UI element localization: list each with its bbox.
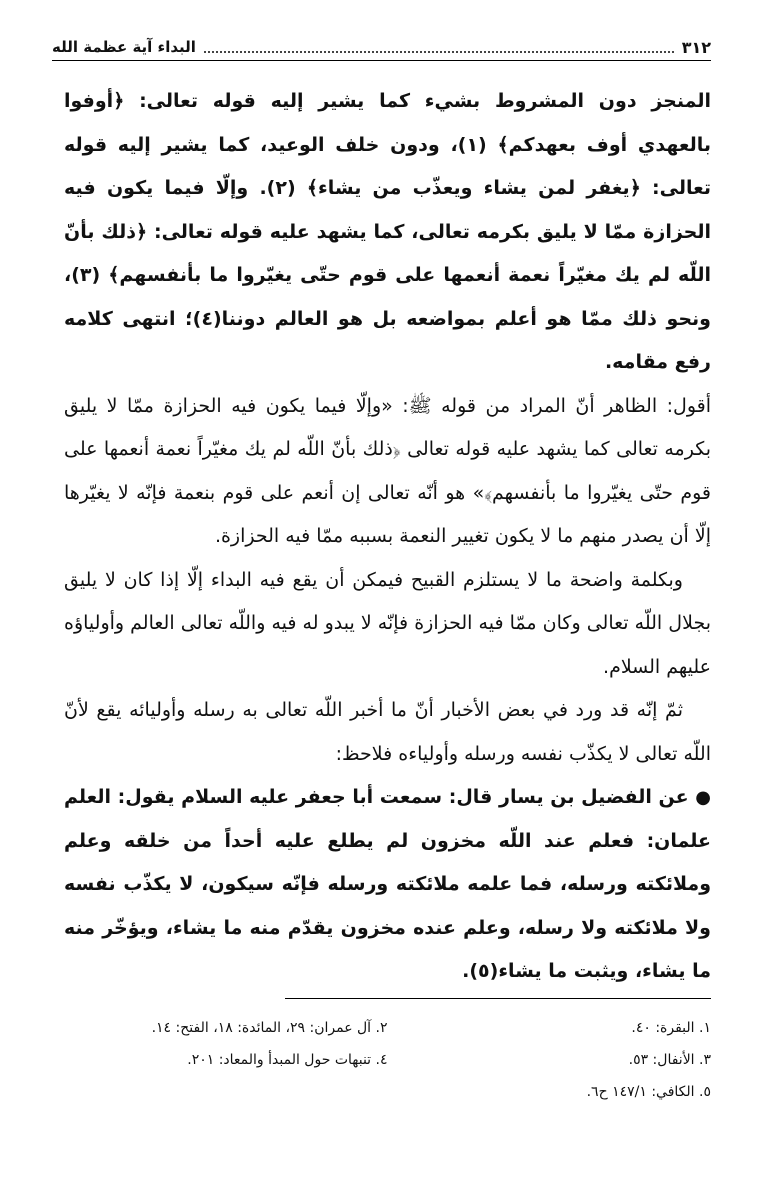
paragraph-text: ثمّ إنّه قد ورد في بعض الأخبار أنّ ما أخبر اللّه تعالى به رسله وأوليائه يقع لأنّ اللّه تعالى لا يكذّب نفسه ورسله وأولياءه فلاحظ:	[64, 699, 711, 765]
body-text	[64, 80, 711, 994]
paragraph-commentary	[64, 385, 711, 559]
footnote-5: ٥. الكافي: ١٤٧/١ ح٦.	[586, 1084, 711, 1100]
paragraph-narrations-intro	[64, 689, 711, 776]
footnote-separator	[285, 998, 711, 999]
paragraph-text: عن الفضيل بن يسار قال: سمعت أبا جعفر عليه السلام يقول: العلم علمان: فعلم عند اللّه مخزون لم يطلع عليه أحداً من خلقه وعلم وملائكته ورسله، فما علمه ملائكته ورسله فإنّه سيكون، لا يكذّب نفسه ولا ملائكته ولا رسله، وعلم عنده مخزون يقدّم منه ما يشاء، ويؤخّر منه ما يشاء، ويثبت ما يشاء(٥).	[64, 786, 711, 982]
page-number: ٣١٢	[681, 37, 711, 57]
footnote-2: ٢. آل عمران: ٢٩، المائدة: ١٨، الفتح: ١٤.	[151, 1020, 388, 1036]
page-header	[52, 34, 711, 61]
bullet-icon: ●	[695, 787, 711, 808]
paragraph-text: وبكلمة واضحة ما لا يستلزم القبيح فيمكن أن يقع فيه البداء إلّا إذا كان لا يليق بجلال اللّه تعالى وكان ممّا فيه الحزازة فإنّه لا يبدو له فيه واللّه تعالى العالم وأولياؤه عليهم السلام.	[64, 568, 711, 678]
paragraph-text: المنجز دون المشروط بشيء كما يشير إليه قوله تعالى: ﴿أوفوا بالعهدي أوف بعهدكم﴾ (١)، ودون خلف الوعيد، كما يشير إليه قوله تعالى: ﴿يغفر لمن يشاء ويعذّب من يشاء﴾ (٢). وإلّا فيما يكون فيه الحزازة ممّا لا يليق بكرمه تعالى، كما يشهد عليه قوله تعالى: ﴿ذلك بأنّ اللّه لم يك مغيّراً نعمة أنعمها على قوم حتّى يغيّروا ما بأنفسهم﴾ (٣)، ونحو ذلك ممّا هو أعلم بمواضعه بل هو العالم دوننا(٤)؛ انتهى كلامه رفع مقامه.	[64, 90, 711, 373]
paragraph-text: أقول: الظاهر أنّ المراد من قوله ﷺ: «وإلّا فيما يكون فيه الحزازة ممّا لا يليق بكرمه تعالى كما يشهد عليه قوله تعالى ﴿ذلك بأنّ اللّه لم يك مغيّراً نعمة أنعمها على قوم حتّى يغيّروا ما بأنفسهم﴾» هو أنّه تعالى إن أنعم على قوم بنعمة فإنّه لا يغيّرها إلّا أن يصدر منهم ما لا يكون تغيير النعمة بسببه ممّا فيه الحزازة.	[64, 394, 711, 547]
paragraph-clarification	[64, 559, 711, 690]
footnote-1: ١. البقرة: ٤٠.	[631, 1020, 711, 1036]
footnote-3: ٣. الأنفال: ٥٣.	[628, 1052, 711, 1068]
footnote-4: ٤. تنبهات حول المبدأ والمعاد: ٢٠١.	[187, 1052, 388, 1068]
running-title: البداء آية عظمة الله	[52, 38, 196, 56]
header-dot-leader	[204, 41, 674, 53]
paragraph-quote-continuation	[64, 80, 711, 385]
paragraph-hadith	[64, 776, 711, 994]
footnotes	[64, 1012, 711, 1108]
